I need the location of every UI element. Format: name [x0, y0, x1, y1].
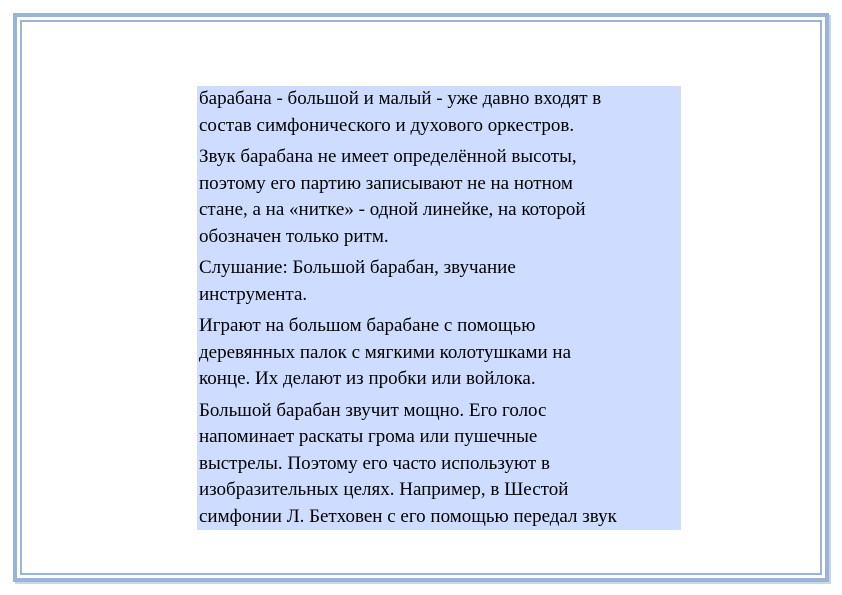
paragraph-listening: Слушание: Большой барабан, звучание инструмента. — [199, 257, 516, 305]
paragraph-playing-technique: Играют на большом барабане с помощью деревянных палок с мягкими колотушками на конце. Их делают из пробки или войлока. — [199, 315, 572, 389]
slide-text-block — [197, 86, 681, 530]
paragraph-drum-sound: Большой барабан звучит мощно. Его голос напоминает раскаты грома или пушечные выстрелы. Поэтому его часто используют в изобразительных целях. Например, в Шестой симфонии Л. Бетховен с его помощью передал звук — [199, 399, 617, 527]
paragraph-drum-notation: Звук барабана не имеет определённой высоты, поэтому его партию записывают не на нотном стане, а на «нитке» - одной линейке, на которой обозначен только ритм. — [199, 146, 586, 247]
paragraph-drum-types: барабана - большой и малый - уже давно входят в состав симфонического и духового оркестров. — [199, 88, 602, 136]
